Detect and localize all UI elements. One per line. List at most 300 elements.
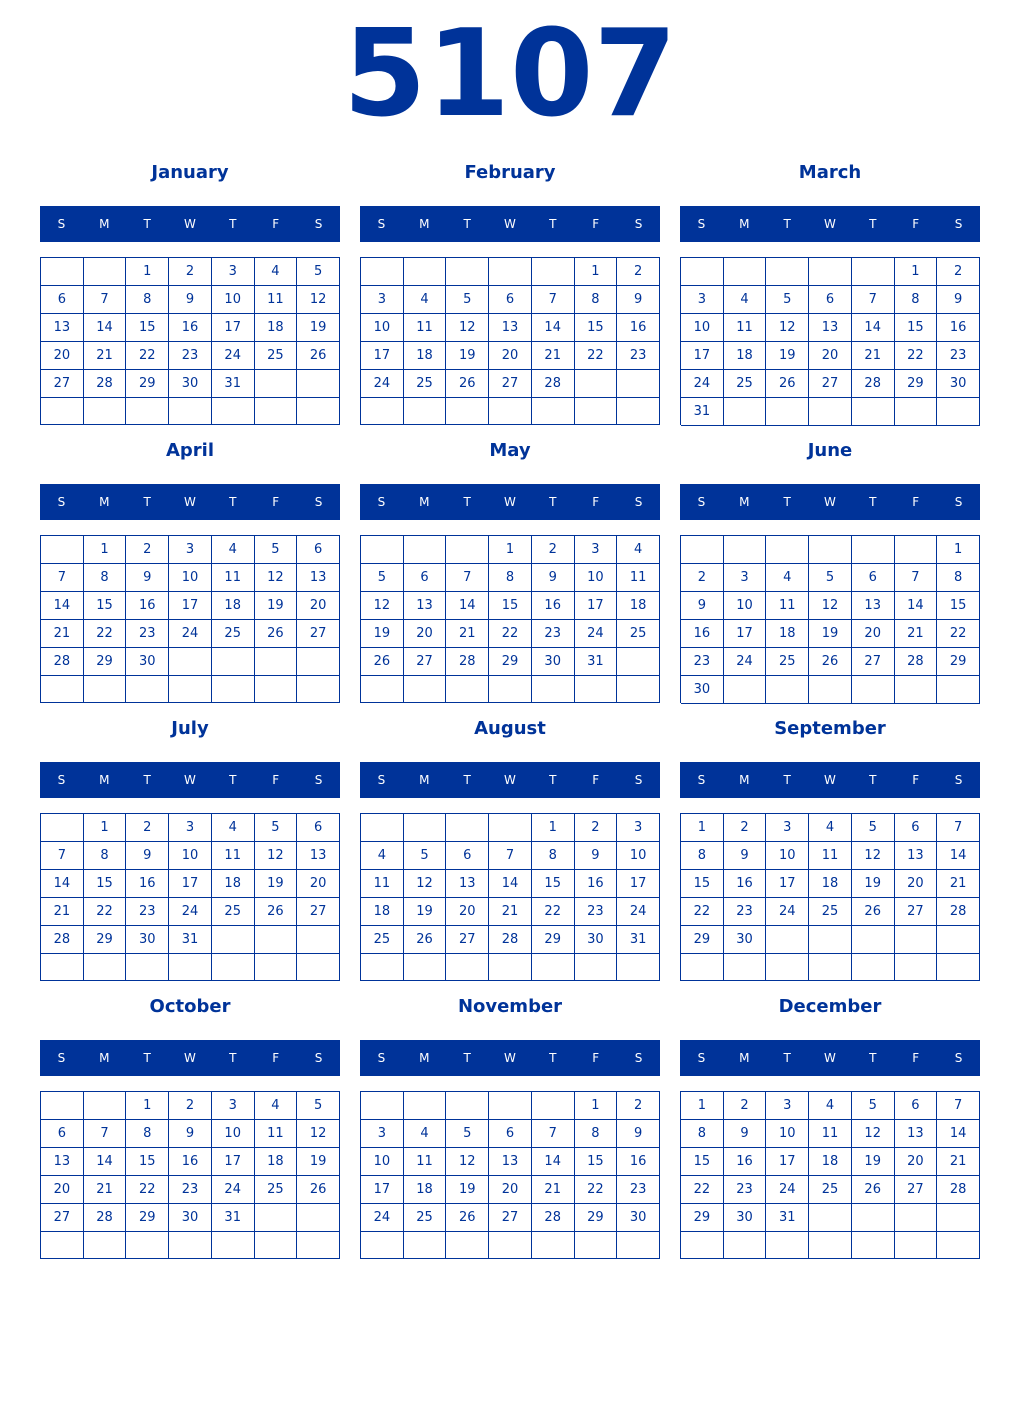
day-cell: 4 — [617, 536, 660, 564]
empty-cell — [84, 954, 127, 981]
day-cell: 1 — [126, 1092, 169, 1120]
month-title: September — [774, 718, 886, 739]
day-cell: 30 — [169, 370, 212, 398]
month-title: February — [464, 162, 556, 183]
weekday-label: M — [419, 1051, 430, 1065]
day-cell: 26 — [852, 898, 895, 926]
day-cell: 17 — [169, 592, 212, 620]
empty-cell — [809, 398, 852, 426]
day-cell: 14 — [41, 592, 84, 620]
day-cell: 27 — [809, 370, 852, 398]
day-cell: 16 — [724, 1148, 767, 1176]
weekday-label: T — [143, 217, 151, 231]
day-cell: 24 — [361, 370, 404, 398]
day-cell: 15 — [126, 314, 169, 342]
empty-cell — [809, 1204, 852, 1232]
day-cell: 25 — [809, 898, 852, 926]
day-cell: 1 — [681, 814, 724, 842]
day-cell: 4 — [724, 286, 767, 314]
day-cell: 31 — [212, 1204, 255, 1232]
day-cell: 20 — [809, 342, 852, 370]
day-cell: 16 — [126, 592, 169, 620]
empty-cell — [766, 954, 809, 981]
day-cell: 2 — [724, 814, 767, 842]
day-cell: 5 — [297, 1092, 340, 1120]
empty-cell — [255, 954, 298, 981]
month-title: December — [778, 996, 882, 1017]
weekday-label: M — [419, 773, 430, 787]
empty-cell — [895, 954, 938, 981]
day-cell: 15 — [126, 1148, 169, 1176]
day-cell: 25 — [361, 926, 404, 954]
day-cell: 22 — [681, 1176, 724, 1204]
day-cell: 21 — [852, 342, 895, 370]
day-cell: 6 — [404, 564, 447, 592]
empty-cell — [852, 954, 895, 981]
day-cell: 2 — [937, 258, 980, 286]
empty-cell — [41, 258, 84, 286]
empty-cell — [681, 1232, 724, 1259]
weekday-header — [40, 762, 340, 798]
empty-cell — [852, 398, 895, 426]
day-cell: 7 — [895, 564, 938, 592]
empty-cell — [297, 926, 340, 954]
empty-cell — [617, 1232, 660, 1259]
empty-cell — [212, 926, 255, 954]
empty-cell — [489, 814, 532, 842]
day-cell: 30 — [937, 370, 980, 398]
weekday-header — [680, 484, 980, 520]
day-cell: 18 — [617, 592, 660, 620]
day-cell: 24 — [724, 648, 767, 676]
day-cell: 18 — [724, 342, 767, 370]
day-cell: 18 — [212, 592, 255, 620]
day-cell: 7 — [446, 564, 489, 592]
weekday-label: T — [143, 773, 151, 787]
empty-cell — [489, 398, 532, 425]
day-cell: 9 — [575, 842, 618, 870]
day-cell: 24 — [212, 1176, 255, 1204]
weekday-label: W — [824, 217, 836, 231]
day-cell: 29 — [532, 926, 575, 954]
day-cell: 29 — [126, 370, 169, 398]
day-cell: 22 — [126, 1176, 169, 1204]
empty-cell — [489, 954, 532, 981]
day-cell: 14 — [446, 592, 489, 620]
day-cell: 27 — [852, 648, 895, 676]
day-cell: 23 — [126, 898, 169, 926]
empty-cell — [852, 676, 895, 704]
weekday-label: F — [912, 773, 920, 787]
day-cell: 30 — [724, 926, 767, 954]
weekday-label: F — [912, 1051, 920, 1065]
day-cell: 14 — [532, 314, 575, 342]
month-september — [680, 714, 980, 947]
empty-cell — [446, 536, 489, 564]
weekday-label: M — [99, 217, 110, 231]
day-cell: 28 — [41, 648, 84, 676]
day-grid — [360, 1091, 660, 1259]
day-cell: 26 — [766, 370, 809, 398]
day-cell: 9 — [724, 842, 767, 870]
empty-cell — [404, 258, 447, 286]
empty-cell — [895, 676, 938, 704]
day-cell: 8 — [681, 842, 724, 870]
weekday-label: M — [739, 217, 750, 231]
day-cell: 4 — [809, 1092, 852, 1120]
day-cell: 28 — [895, 648, 938, 676]
day-cell: 16 — [532, 592, 575, 620]
day-cell: 29 — [681, 1204, 724, 1232]
weekday-label: M — [99, 773, 110, 787]
day-cell: 29 — [489, 648, 532, 676]
empty-cell — [724, 398, 767, 426]
weekday-label: T — [783, 495, 791, 509]
day-cell: 24 — [766, 898, 809, 926]
weekday-label: M — [99, 1051, 110, 1065]
empty-cell — [809, 1232, 852, 1259]
day-cell: 9 — [681, 592, 724, 620]
month-january — [40, 158, 340, 391]
weekday-label: T — [463, 1051, 471, 1065]
day-cell: 13 — [489, 1148, 532, 1176]
day-cell: 3 — [575, 536, 618, 564]
weekday-label: S — [634, 1051, 643, 1065]
day-cell: 22 — [84, 898, 127, 926]
day-cell: 30 — [126, 926, 169, 954]
empty-cell — [84, 676, 127, 703]
day-cell: 17 — [361, 342, 404, 370]
empty-cell — [446, 398, 489, 425]
empty-cell — [404, 1232, 447, 1259]
empty-cell — [126, 676, 169, 703]
day-cell: 26 — [852, 1176, 895, 1204]
empty-cell — [361, 398, 404, 425]
empty-cell — [575, 370, 618, 398]
day-cell: 9 — [126, 842, 169, 870]
day-cell: 12 — [297, 286, 340, 314]
day-cell: 19 — [446, 342, 489, 370]
weekday-label: T — [869, 495, 877, 509]
weekday-header — [680, 206, 980, 242]
weekday-header — [40, 1040, 340, 1076]
day-cell: 11 — [361, 870, 404, 898]
day-grid — [40, 535, 340, 703]
day-cell: 15 — [84, 870, 127, 898]
weekday-label: S — [57, 495, 66, 509]
day-cell: 22 — [937, 620, 980, 648]
empty-cell — [41, 1232, 84, 1259]
day-cell: 1 — [84, 814, 127, 842]
day-cell: 9 — [724, 1120, 767, 1148]
empty-cell — [617, 676, 660, 703]
day-cell: 30 — [724, 1204, 767, 1232]
weekday-label: F — [272, 217, 280, 231]
day-cell: 27 — [489, 370, 532, 398]
day-cell: 22 — [489, 620, 532, 648]
day-cell: 15 — [84, 592, 127, 620]
day-cell: 28 — [532, 1204, 575, 1232]
weekday-label: M — [419, 495, 430, 509]
empty-cell — [895, 926, 938, 954]
day-cell: 16 — [937, 314, 980, 342]
day-cell: 7 — [532, 286, 575, 314]
empty-cell — [681, 258, 724, 286]
day-cell: 10 — [212, 286, 255, 314]
day-cell: 5 — [852, 1092, 895, 1120]
empty-cell — [297, 954, 340, 981]
weekday-label: F — [592, 495, 600, 509]
day-cell: 17 — [212, 1148, 255, 1176]
day-cell: 21 — [84, 1176, 127, 1204]
day-grid — [680, 813, 980, 981]
day-cell: 15 — [681, 870, 724, 898]
weekday-header — [40, 206, 340, 242]
weekday-label: S — [954, 495, 963, 509]
weekday-label: S — [314, 773, 323, 787]
day-cell: 2 — [532, 536, 575, 564]
day-cell: 5 — [446, 1120, 489, 1148]
month-june — [680, 436, 980, 697]
day-cell: 10 — [724, 592, 767, 620]
empty-cell — [446, 1092, 489, 1120]
weekday-label: W — [824, 495, 836, 509]
day-cell: 3 — [724, 564, 767, 592]
empty-cell — [297, 1232, 340, 1259]
day-cell: 8 — [84, 564, 127, 592]
day-cell: 3 — [681, 286, 724, 314]
day-cell: 10 — [681, 314, 724, 342]
empty-cell — [766, 398, 809, 426]
day-cell: 5 — [446, 286, 489, 314]
day-cell: 12 — [852, 1120, 895, 1148]
day-cell: 20 — [297, 870, 340, 898]
day-cell: 26 — [446, 370, 489, 398]
weekday-label: S — [377, 773, 386, 787]
day-cell: 24 — [169, 620, 212, 648]
day-cell: 5 — [255, 536, 298, 564]
day-cell: 31 — [766, 1204, 809, 1232]
day-cell: 8 — [937, 564, 980, 592]
day-cell: 17 — [212, 314, 255, 342]
empty-cell — [489, 676, 532, 703]
weekday-label: T — [783, 773, 791, 787]
day-cell: 23 — [937, 342, 980, 370]
day-cell: 20 — [446, 898, 489, 926]
empty-cell — [361, 536, 404, 564]
day-cell: 29 — [895, 370, 938, 398]
day-cell: 13 — [41, 314, 84, 342]
day-cell: 3 — [766, 1092, 809, 1120]
day-cell: 27 — [297, 898, 340, 926]
day-cell: 12 — [297, 1120, 340, 1148]
empty-cell — [446, 814, 489, 842]
empty-cell — [532, 1092, 575, 1120]
day-cell: 26 — [297, 1176, 340, 1204]
weekday-label: T — [463, 773, 471, 787]
weekday-label: W — [184, 495, 196, 509]
day-cell: 2 — [126, 814, 169, 842]
weekday-label: T — [229, 773, 237, 787]
weekday-label: T — [549, 1051, 557, 1065]
empty-cell — [852, 536, 895, 564]
day-cell: 12 — [404, 870, 447, 898]
weekday-header — [40, 484, 340, 520]
empty-cell — [255, 676, 298, 703]
empty-cell — [297, 648, 340, 676]
month-title: November — [457, 996, 563, 1017]
day-cell: 26 — [297, 342, 340, 370]
day-cell: 12 — [255, 564, 298, 592]
day-cell: 7 — [489, 842, 532, 870]
weekday-label: S — [634, 495, 643, 509]
day-cell: 1 — [937, 536, 980, 564]
day-cell: 2 — [126, 536, 169, 564]
day-cell: 16 — [681, 620, 724, 648]
day-cell: 28 — [446, 648, 489, 676]
weekday-label: S — [314, 1051, 323, 1065]
empty-cell — [404, 1092, 447, 1120]
day-cell: 18 — [361, 898, 404, 926]
weekday-header — [360, 1040, 660, 1076]
weekday-label: S — [954, 773, 963, 787]
weekday-label: W — [184, 773, 196, 787]
empty-cell — [41, 814, 84, 842]
day-grid — [360, 257, 660, 425]
day-cell: 5 — [766, 286, 809, 314]
weekday-label: S — [314, 495, 323, 509]
day-cell: 23 — [681, 648, 724, 676]
day-cell: 1 — [575, 1092, 618, 1120]
day-cell: 10 — [169, 842, 212, 870]
day-cell: 27 — [41, 370, 84, 398]
day-cell: 24 — [617, 898, 660, 926]
day-cell: 22 — [681, 898, 724, 926]
day-cell: 28 — [84, 1204, 127, 1232]
weekday-label: T — [549, 773, 557, 787]
day-cell: 3 — [212, 1092, 255, 1120]
day-cell: 9 — [169, 1120, 212, 1148]
weekday-label: W — [504, 1051, 516, 1065]
empty-cell — [361, 676, 404, 703]
day-grid — [40, 1091, 340, 1259]
day-cell: 21 — [532, 342, 575, 370]
day-cell: 19 — [404, 898, 447, 926]
empty-cell — [169, 954, 212, 981]
day-cell: 3 — [361, 1120, 404, 1148]
empty-cell — [852, 1204, 895, 1232]
month-october — [40, 992, 340, 1225]
day-cell: 15 — [681, 1148, 724, 1176]
empty-cell — [404, 676, 447, 703]
empty-cell — [532, 258, 575, 286]
day-cell: 21 — [937, 870, 980, 898]
empty-cell — [255, 398, 298, 425]
day-cell: 6 — [41, 1120, 84, 1148]
day-cell: 16 — [169, 314, 212, 342]
day-cell: 10 — [766, 842, 809, 870]
day-cell: 15 — [489, 592, 532, 620]
day-cell: 16 — [169, 1148, 212, 1176]
day-cell: 29 — [84, 926, 127, 954]
day-cell: 31 — [212, 370, 255, 398]
day-cell: 16 — [126, 870, 169, 898]
weekday-label: M — [739, 495, 750, 509]
day-cell: 19 — [255, 870, 298, 898]
empty-cell — [532, 398, 575, 425]
day-cell: 6 — [895, 1092, 938, 1120]
empty-cell — [766, 676, 809, 704]
day-cell: 7 — [41, 564, 84, 592]
day-cell: 6 — [41, 286, 84, 314]
day-cell: 10 — [617, 842, 660, 870]
day-cell: 8 — [575, 1120, 618, 1148]
day-cell: 31 — [681, 398, 724, 426]
day-cell: 4 — [809, 814, 852, 842]
day-cell: 24 — [575, 620, 618, 648]
day-cell: 15 — [895, 314, 938, 342]
day-cell: 9 — [937, 286, 980, 314]
day-cell: 4 — [404, 1120, 447, 1148]
weekday-label: S — [954, 1051, 963, 1065]
empty-cell — [532, 954, 575, 981]
empty-cell — [937, 926, 980, 954]
day-cell: 20 — [852, 620, 895, 648]
day-cell: 25 — [255, 342, 298, 370]
day-cell: 14 — [937, 842, 980, 870]
day-cell: 1 — [489, 536, 532, 564]
day-cell: 4 — [361, 842, 404, 870]
day-cell: 1 — [681, 1092, 724, 1120]
day-cell: 3 — [766, 814, 809, 842]
weekday-label: W — [504, 217, 516, 231]
empty-cell — [852, 926, 895, 954]
day-cell: 25 — [212, 620, 255, 648]
day-cell: 13 — [895, 842, 938, 870]
day-cell: 14 — [84, 314, 127, 342]
day-cell: 3 — [212, 258, 255, 286]
empty-cell — [937, 398, 980, 426]
day-cell: 8 — [681, 1120, 724, 1148]
day-cell: 8 — [532, 842, 575, 870]
weekday-header — [360, 206, 660, 242]
day-cell: 18 — [255, 314, 298, 342]
empty-cell — [297, 370, 340, 398]
day-cell: 13 — [852, 592, 895, 620]
empty-cell — [212, 676, 255, 703]
weekday-label: S — [377, 1051, 386, 1065]
weekday-label: M — [739, 1051, 750, 1065]
empty-cell — [255, 370, 298, 398]
day-cell: 21 — [937, 1148, 980, 1176]
day-cell: 22 — [532, 898, 575, 926]
weekday-label: S — [697, 1051, 706, 1065]
day-cell: 12 — [809, 592, 852, 620]
day-cell: 25 — [404, 1204, 447, 1232]
day-cell: 28 — [937, 1176, 980, 1204]
day-cell: 28 — [84, 370, 127, 398]
weekday-label: S — [57, 1051, 66, 1065]
day-cell: 13 — [297, 842, 340, 870]
day-cell: 18 — [809, 1148, 852, 1176]
day-cell: 11 — [255, 286, 298, 314]
empty-cell — [212, 648, 255, 676]
day-grid — [680, 257, 980, 425]
day-cell: 24 — [766, 1176, 809, 1204]
weekday-label: T — [783, 1051, 791, 1065]
day-cell: 6 — [489, 286, 532, 314]
day-cell: 2 — [617, 1092, 660, 1120]
